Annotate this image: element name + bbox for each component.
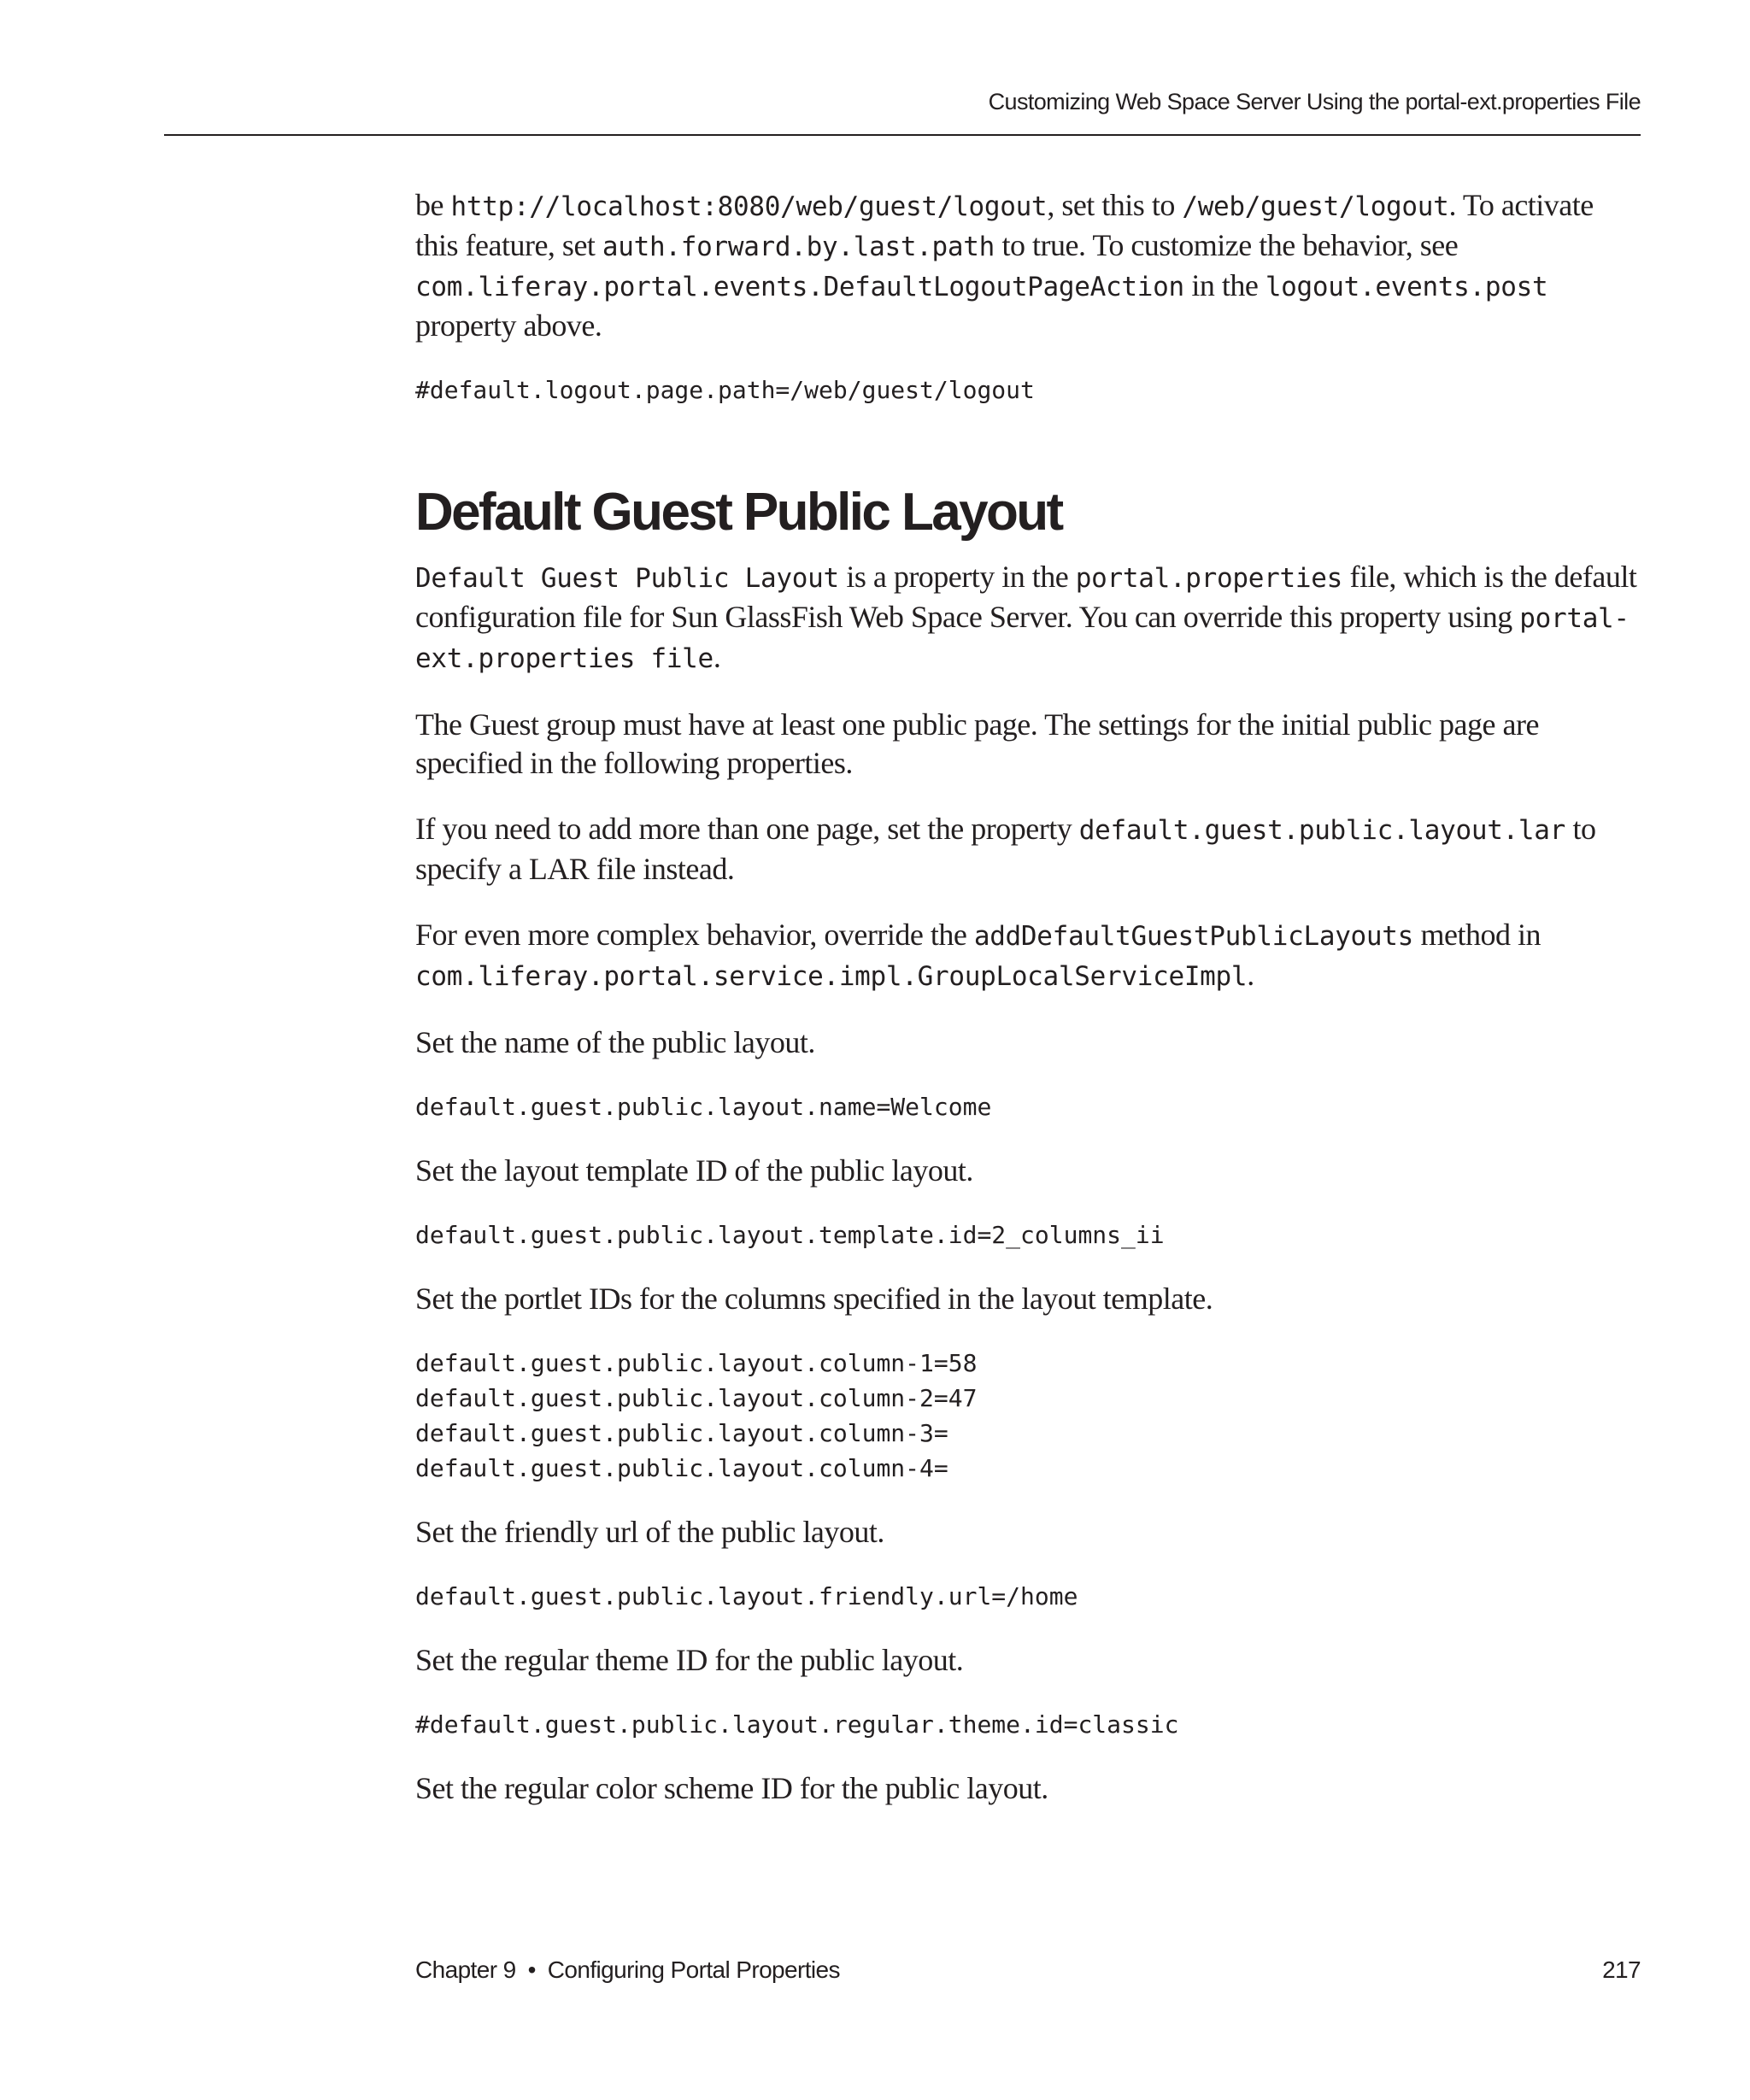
paragraph-color-scheme: Set the regular color scheme ID for the public layout. [415, 1771, 1048, 1805]
code-block-columns [415, 1346, 1641, 1486]
text-run: If you need to add more than one page, set the property [415, 812, 1079, 846]
code-block-layout-name: default.guest.public.layout.name=Welcome [415, 1093, 992, 1121]
code-line: default.guest.public.layout.column-3= [415, 1419, 948, 1447]
page-number: 217 [1602, 1956, 1641, 1983]
text-run: property above. [415, 308, 602, 343]
text-run: file, which is the default configuration file for Sun GlassFish Web Space Server. You can override this property using [415, 560, 1637, 634]
text-run: . [713, 640, 721, 674]
text-run: . To activate this feature, set [415, 188, 1594, 262]
text-run: in the [1183, 268, 1266, 302]
code-inline: portal.properties [1075, 563, 1342, 594]
paragraph-template-id: Set the layout template ID of the public layout. [415, 1153, 973, 1188]
page-content [415, 186, 1641, 1835]
text-run: For even more complex behavior, override the [415, 918, 974, 952]
text-run: be [415, 188, 451, 222]
text-run: to true. To customize the behavior, see [995, 228, 1459, 262]
section-paragraph-intro [415, 558, 1641, 678]
paragraph-guest-group: The Guest group must have at least one public page. The settings for the initial public page are specified in the following properties. [415, 707, 1539, 780]
code-block-logout-path: #default.logout.page.path=/web/guest/logout [415, 376, 1035, 404]
paragraph-complex-behavior [415, 916, 1641, 996]
code-inline: default.guest.public.layout.lar [1078, 815, 1566, 846]
code-inline: Default Guest Public Layout [415, 563, 839, 594]
code-inline: logout.events.post [1265, 272, 1548, 302]
chapter-label: Chapter 9 [415, 1956, 516, 1983]
paragraph-friendly-url: Set the friendly url of the public layout. [415, 1515, 884, 1549]
code-inline: /web/guest/logout [1182, 191, 1449, 222]
paragraph-lar-file [415, 810, 1641, 889]
code-inline: auth.forward.by.last.path [602, 232, 995, 262]
bullet-separator: • [527, 1956, 536, 1983]
code-inline: com.liferay.portal.service.impl.GroupLocalServiceImpl [415, 961, 1248, 992]
text-run: is a property in the [838, 560, 1076, 594]
header-rule [164, 134, 1641, 136]
code-inline: addDefaultGuestPublicLayouts [973, 921, 1414, 952]
code-inline: http://localhost:8080/web/guest/logout [450, 191, 1048, 222]
text-run: . [1247, 958, 1254, 992]
intro-paragraph [415, 186, 1641, 345]
code-block-theme-id: #default.guest.public.layout.regular.theme.id=classic [415, 1710, 1179, 1739]
paragraph-theme-id: Set the regular theme ID for the public layout. [415, 1643, 964, 1677]
paragraph-layout-name: Set the name of the public layout. [415, 1025, 815, 1059]
code-inline: portal-ext.properties file [415, 603, 1630, 674]
text-run: , set this to [1047, 188, 1183, 222]
code-line: default.guest.public.layout.column-4= [415, 1454, 948, 1482]
code-line: default.guest.public.layout.column-2=47 [415, 1384, 978, 1412]
running-header: Customizing Web Space Server Using the portal-ext.properties File [988, 89, 1641, 114]
text-run: to specify a LAR file instead. [415, 812, 1596, 886]
text-run: method in [1413, 918, 1541, 952]
code-inline: com.liferay.portal.events.DefaultLogoutPageAction [415, 272, 1184, 302]
footer-chapter [415, 1956, 840, 1984]
code-block-friendly-url: default.guest.public.layout.friendly.url=/home [415, 1582, 1078, 1610]
chapter-title: Configuring Portal Properties [547, 1956, 840, 1983]
code-block-template-id: default.guest.public.layout.template.id=2_columns_ii [415, 1221, 1165, 1249]
code-line: default.guest.public.layout.column-1=58 [415, 1349, 978, 1377]
page-footer [415, 1956, 1641, 1984]
section-heading: Default Guest Public Layout [415, 483, 1062, 542]
paragraph-portlet-ids: Set the portlet IDs for the columns specified in the layout template. [415, 1282, 1213, 1316]
